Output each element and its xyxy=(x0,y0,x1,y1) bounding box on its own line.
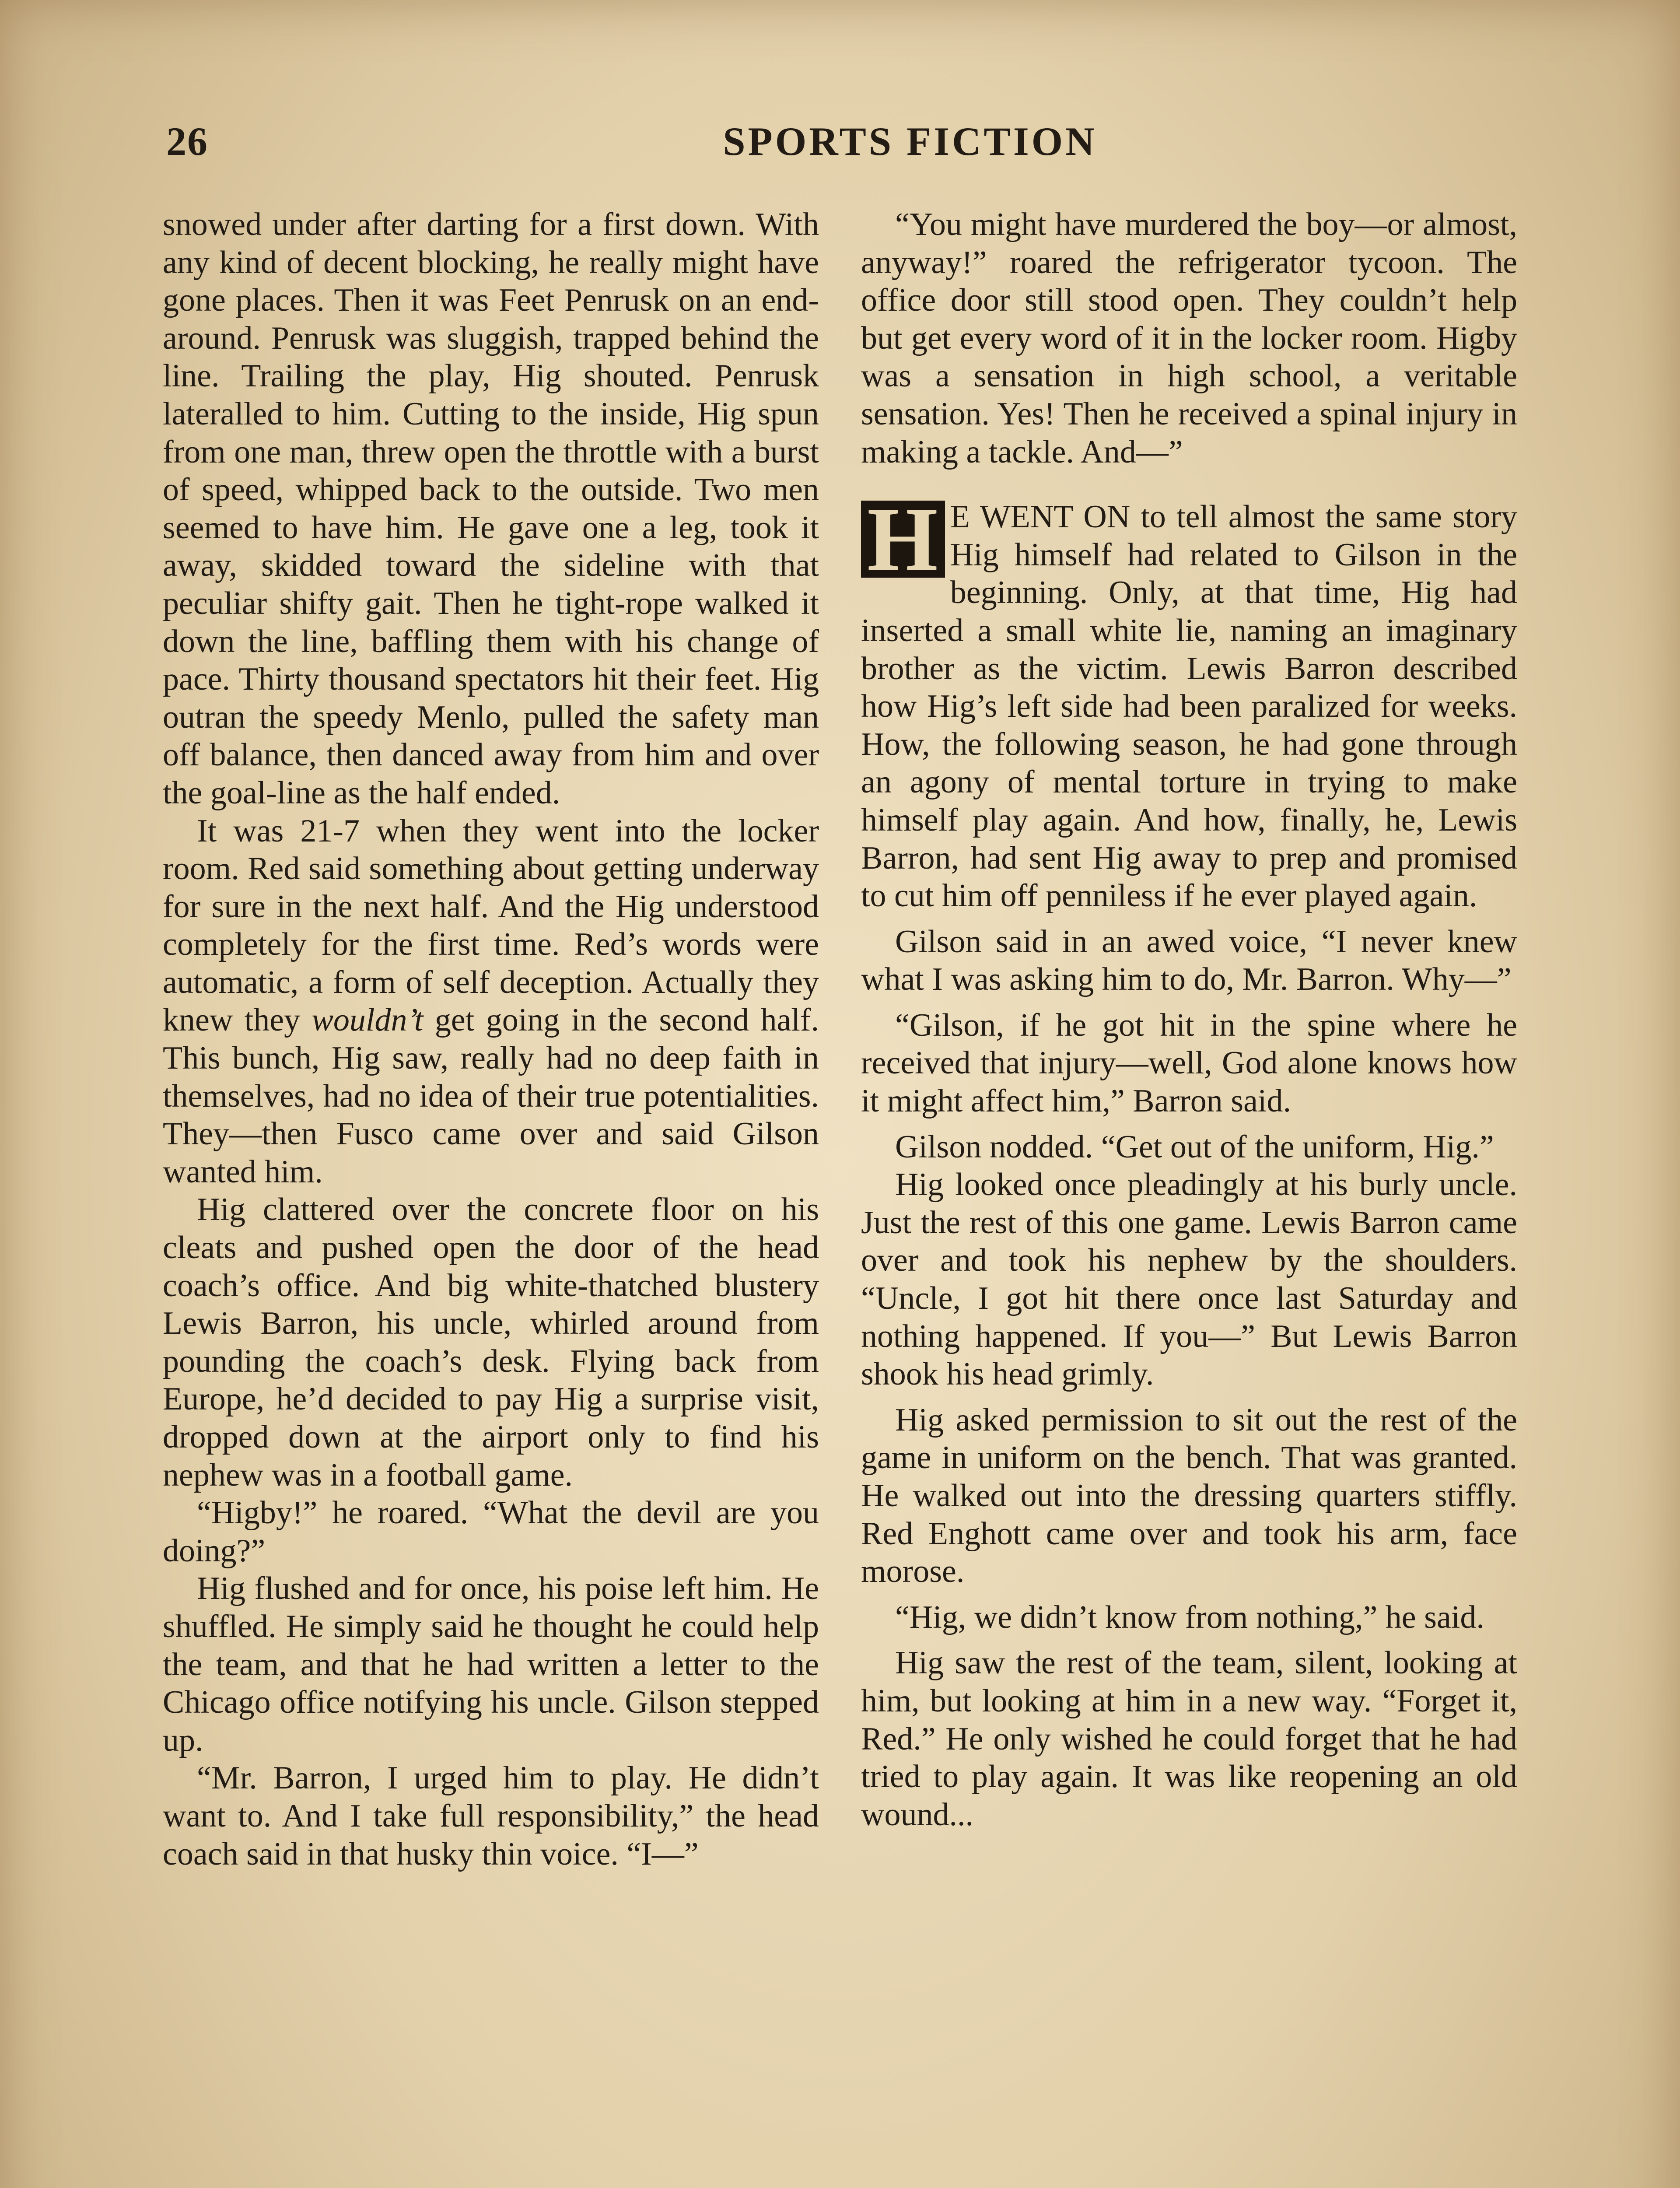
running-head xyxy=(166,118,1522,179)
paragraph: “Gilson, if he got hit in the spine where he received that injury—well, God alone knows how it might affect him,” Barron said. xyxy=(861,1007,1517,1119)
drop-cap: H xyxy=(861,501,945,578)
paragraph: Hig saw the rest of the team, silent, looking at him, but looking at him in a new way. “Forget it, Red.” He only wished he could forget that he had tried to play again. It was like reopening an old wound... xyxy=(861,1645,1517,1833)
paragraph: Hig asked permission to sit out the rest of the game in uniform on the bench. That was granted. He walked out into the dressing quarters stiffly. Red Enghott came over and took his arm, face morose. xyxy=(861,1402,1517,1590)
paragraph: “Hig, we didn’t know from nothing,” he said. xyxy=(895,1599,1484,1635)
paragraph: “You might have murdered the boy—or almost, anyway!” roared the refrigerator tycoon. The office door still stood open. They couldn’t help but get every word of it in the locker room. Higby was a sensation in high school, a veritable sensation. Yes! Then he received a spinal injury in making a tackle. And—” xyxy=(861,207,1517,470)
paragraph: “Mr. Barron, I urged him to play. He didn’t want to. And I take full responsibility,” the head coach said in that husky thin voice. “I—” xyxy=(163,1760,819,1872)
paragraph: Hig flushed and for once, his poise left him. He shuffled. He simply said he thought he could help the team, and that he had written a letter to the Chicago office notifying his uncle. Gilson stepped up. xyxy=(163,1571,819,1758)
paragraph xyxy=(163,812,819,1191)
publication-title: SPORTS FICTION xyxy=(723,119,1097,164)
paragraph: Hig clattered over the concrete floor on his cleats and pushed open the door of the head coach’s office. And big white-thatched blustery Lewis Barron, his uncle, whirled around from pounding the coach’s desk. Flying back from Europe, he’d decided to pay Hig a surprise visit, dropped down at the airport only to find his nephew was in a football game. xyxy=(163,1192,819,1493)
left-column xyxy=(163,206,819,1873)
page-number: 26 xyxy=(166,119,208,164)
right-column xyxy=(861,206,1517,1834)
paragraph: Hig looked once pleadingly at his burly uncle. Just the rest of this one game. Lewis Barron came over and took his nephew by the shoulders. “Uncle, I got hit there once last Saturday and nothing happened. If you—” But Lewis Barron shook his head grimly. xyxy=(861,1167,1517,1392)
paragraph: Gilson said in an awed voice, “I never knew what I was asking him to do, Mr. Barron. Why—” xyxy=(861,923,1517,998)
paragraph: Gilson nodded. “Get out of the uniform, Hig.” xyxy=(895,1129,1494,1165)
paragraph-text: get going in the second half. This bunch, Hig saw, really had no deep faith in themselves, had no idea of their true potentialities. They—then Fusco came over and said Gilson wanted him. xyxy=(163,1002,819,1190)
dropcap-paragraph xyxy=(861,489,1517,915)
paragraph: snowed under after darting for a first down. With any kind of decent blocking, he really might have gone places. Then it was Feet Penrusk on an end-around. Penrusk was sluggish, trapped behind the line. Trailing the play, Hig shouted. Penrusk lateralled to him. Cutting to the inside, Hig spun from one man, threw open the throttle with a burst of speed, whipped back to the outside. Two men seemed to have him. He gave one a leg, took it away, skidded toward the sideline with that peculiar shifty gait. Then he tight-rope walked it down the line, baffling them with his change of pace. Thirty thousand spectators hit their feet. Hig outran the speedy Menlo, pulled the safety man off balance, then danced away from him and over the goal-line as the half ended. xyxy=(163,207,819,811)
paragraph-text: It was 21-7 when they went into the locker room. Red said something about getting underway for sure in the next half. And the Hig understood completely for the first time. Red’s words were automatic, a form of self deception. Actually they knew they xyxy=(163,813,819,1038)
paragraph-text: E WENT ON to tell almost the same story Hig himself had related to Gilson in the beginning. Only, at that time, Hig had inserted a small white lie, naming an imaginary brother as the victim. Lewis Barron described how Hig’s left side had been paralized for weeks. How, the following season, he had gone through an agony of mental torture in trying to make himself play again. And how, finally, he, Lewis Barron, had sent Hig away to prep and promised to cut him off penniless if he ever played again. xyxy=(861,499,1517,914)
paragraph: “Higby!” he roared. “What the devil are you doing?” xyxy=(163,1495,819,1569)
emphasis-text: wouldn’t xyxy=(312,1002,424,1038)
